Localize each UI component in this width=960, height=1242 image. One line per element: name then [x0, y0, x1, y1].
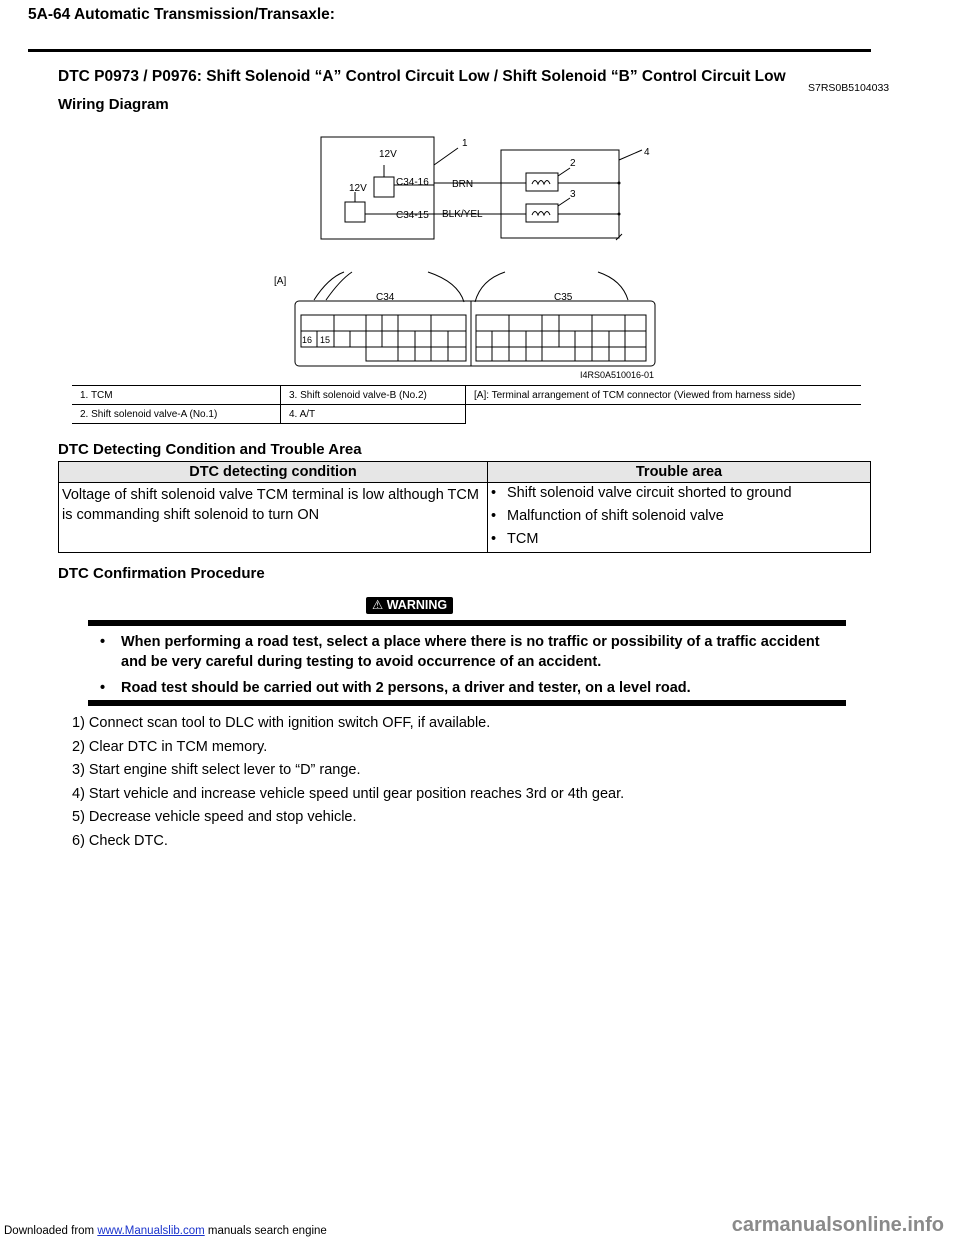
- label-ref-a: [A]: [274, 276, 287, 287]
- list-item: • Malfunction of shift solenoid valve: [491, 508, 724, 524]
- warning-item: • When performing a road test, select a place where there is no traffic or possibility of a traffic accident and be very careful during testing to avoid occurrence of an accident.: [100, 634, 820, 670]
- step-item: 3) Start engine shift select lever to “D” range.: [72, 762, 361, 778]
- section-code: S7RS0B5104033: [808, 82, 890, 94]
- tcm-box: [321, 137, 434, 239]
- warning-item: • Road test should be carried out with 2 persons, a driver and tester, on a level road.: [100, 680, 691, 696]
- warning-list: [100, 632, 840, 704]
- column-header-condition: DTC detecting condition: [59, 462, 488, 483]
- watermark: carmanualsonline.info: [731, 1214, 944, 1236]
- label-12v-a: 12V: [379, 149, 397, 160]
- figure-id: I4RS0A510016-01: [580, 370, 655, 380]
- label-term-b: C34-15: [396, 210, 429, 221]
- label-wire-a: BRN: [452, 179, 474, 190]
- legend-table: [72, 385, 861, 424]
- legend-cell: [A]: Terminal arrangement of TCM connector (Viewed from harness side): [466, 386, 862, 405]
- procedure-steps: [72, 713, 624, 854]
- list-item: • TCM: [491, 531, 539, 547]
- label-n4: 4: [644, 147, 650, 158]
- legend-cell: 3. Shift solenoid valve-B (No.2): [281, 386, 466, 405]
- label-n2: 2: [570, 158, 576, 169]
- table-row: [59, 483, 871, 553]
- label-pin-16: 16: [302, 335, 313, 345]
- dtc-condition-heading: DTC Detecting Condition and Trouble Area: [58, 441, 362, 458]
- label-n1: 1: [462, 138, 468, 149]
- label-pin-15: 15: [320, 335, 331, 345]
- solenoid-b: [526, 204, 558, 222]
- label-conn-c35: C35: [554, 292, 573, 303]
- warning-badge: ⚠ WARNING: [366, 597, 453, 614]
- list-item: • Shift solenoid valve circuit shorted to ground: [491, 485, 792, 501]
- legend-cell: 1. TCM: [72, 386, 281, 405]
- column-header-trouble: Trouble area: [488, 462, 871, 483]
- label-wire-b: BLK/YEL: [442, 209, 483, 220]
- section-title: DTC P0973 / P0976: Shift Solenoid “A” Control Circuit Low / Shift Solenoid “B” Control Circuit Low: [58, 68, 786, 85]
- at-box: [501, 150, 619, 238]
- label-12v-b: 12V: [349, 183, 367, 194]
- warning-top-bar: [88, 620, 846, 626]
- download-footer: [4, 1225, 327, 1237]
- step-item: 1) Connect scan tool to DLC with ignition switch OFF, if available.: [72, 715, 491, 731]
- wiring-diagram: [270, 130, 670, 385]
- dtc-condition-table: [58, 461, 871, 553]
- legend-cell: 4. A/T: [281, 405, 466, 424]
- step-item: 4) Start vehicle and increase vehicle speed until gear position reaches 3rd or 4th gear.: [72, 785, 625, 802]
- warning-bottom-bar: [88, 700, 846, 706]
- footer-suffix: manuals search engine: [204, 1225, 327, 1237]
- solenoid-a: [526, 173, 558, 191]
- footer-prefix: Downloaded from: [4, 1225, 98, 1237]
- legend-row: [72, 405, 861, 424]
- confirmation-heading: DTC Confirmation Procedure: [58, 565, 265, 582]
- step-item: 6) Check DTC.: [72, 832, 168, 849]
- step-item: 5) Decrease vehicle speed and stop vehicle.: [72, 809, 357, 825]
- legend-cell: [466, 405, 862, 424]
- label-n3: 3: [570, 189, 576, 200]
- header-rule: [28, 49, 871, 52]
- page-header-title: 5A-64 Automatic Transmission/Transaxle:: [28, 6, 335, 23]
- condition-cell: Voltage of shift solenoid valve TCM terminal is low although TCM is commanding shift solenoid to turn ON: [59, 483, 488, 553]
- trouble-cell: [488, 483, 871, 553]
- wiring-heading: Wiring Diagram: [58, 96, 169, 113]
- warning-icon: ⚠: [372, 598, 387, 612]
- legend-row: [72, 386, 861, 405]
- label-conn-c34: C34: [376, 292, 395, 303]
- legend-cell: 2. Shift solenoid valve-A (No.1): [72, 405, 281, 424]
- step-item: 2) Clear DTC in TCM memory.: [72, 738, 268, 755]
- manualslib-link[interactable]: www.Manualslib.com: [97, 1225, 205, 1237]
- label-term-a: C34-16: [396, 177, 429, 188]
